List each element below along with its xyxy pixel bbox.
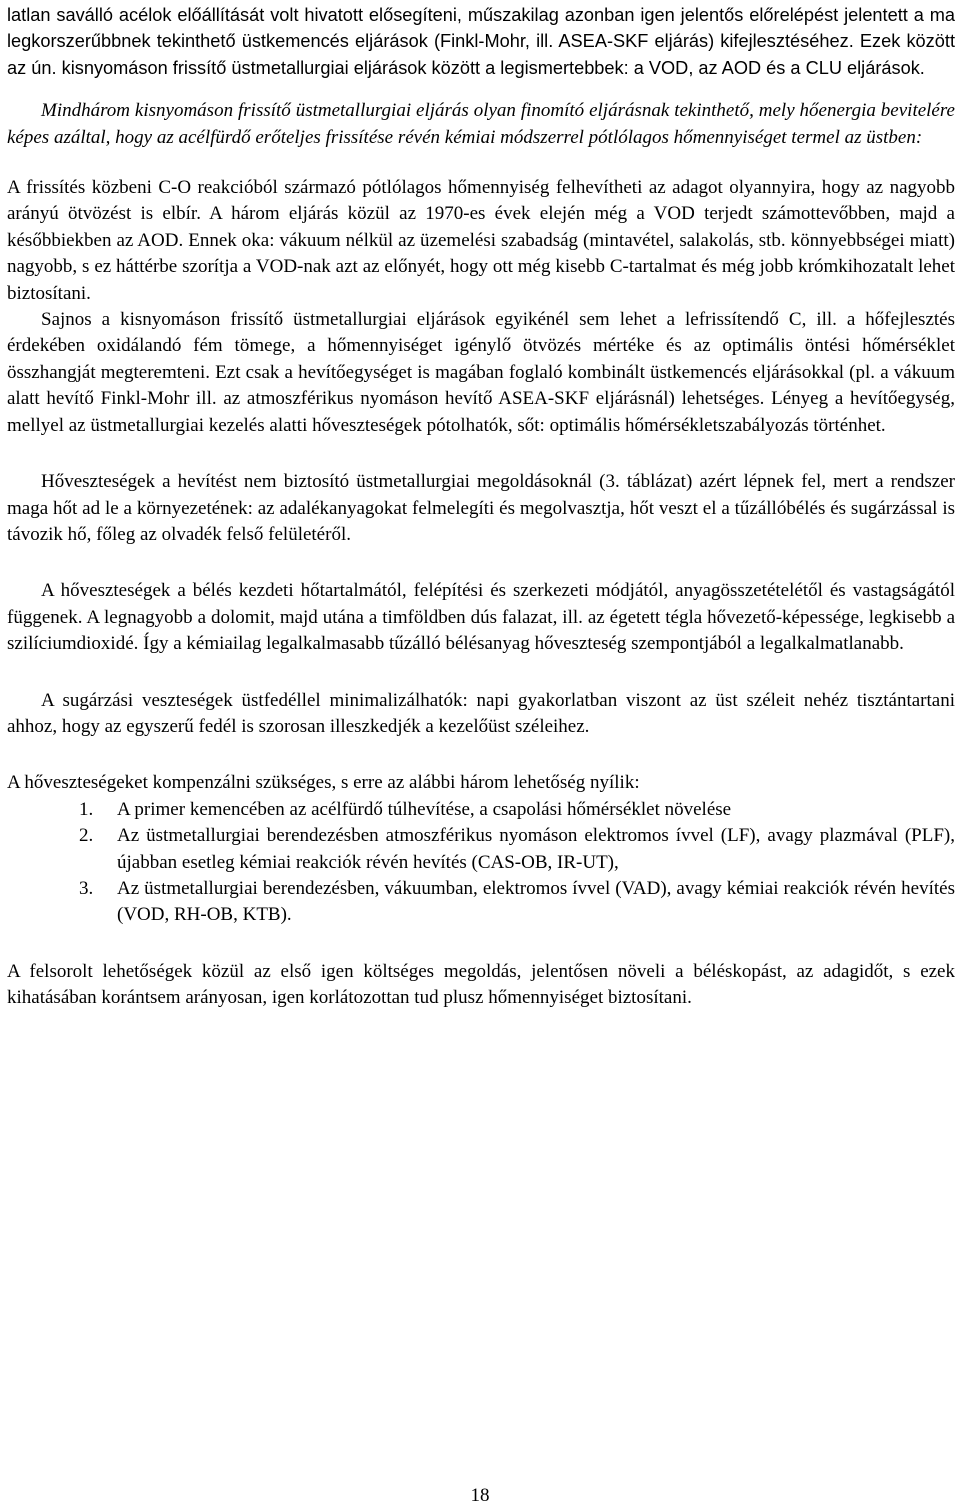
list-item-text: Az üstmetallurgiai berendezésben atmoszférikus nyomáson elektromos ívvel (LF), avagy plazmával (PLF), újabban esetleg kémiai reakciók révén hevítés (CAS-OB, IR-UT), [117, 825, 955, 873]
paragraph-conclusion: A felsorolt lehetőségek közül az első igen költséges megoldás, jelentősen növeli a béléskopást, az adagidőt, s ezek kihatásában korántsem arányosan, igen korlátozottan tud plusz hőmennyiséget biztosítani. [7, 960, 955, 1009]
paragraph-heat-losses: Hőveszteségek a hevítést nem biztosító üstmetallurgiai megoldásoknál (3. táblázat) azért lépnek fel, mert a rendszer maga hőt ad le a környezetének: az adalékanyagokat felmelegíti és megolvasztja, hőt veszt el a tűzállóbélés és sugárzással is távozik hő, főleg az olvadék felső felületéről. [7, 471, 955, 545]
list-item-number: 3. [79, 877, 94, 899]
list-item [7, 823, 955, 876]
paragraph-co-reaction: A frissítés közbeni C-O reakcióból származó pótlólagos hőmennyiség felhevítheti az adagot olyannyira, hogy az nagyobb arányú ötvözést is elbír. A három eljárás közül az 1970-es évek elején még a VOD terjedt számottevőbben, majd a későbbiekben az AOD. Ennek oka: vákuum nélkül az üzemelési szabadság (mintavétel, salakolás, stb. könnyebbségei miatt) nagyobb, s ez háttérbe szorítja a VOD-nak azt az előnyét, hogy ott még kisebb C-tartalmat és még jobb krómkihozatalt lehet biztosítani. [7, 177, 955, 304]
list-item-number: 2. [79, 825, 94, 847]
list-item-text: Az üstmetallurgiai berendezésben, vákuumban, elektromos ívvel (VAD), avagy kémiai reakciók révén hevítés (VOD, RH-OB, KTB). [117, 877, 955, 926]
paragraph-lining: A hőveszteségek a bélés kezdeti hőtartalmától, felépítési és szerkezeti módjától, anyagösszetételétől és vastagságától függenek. A legnagyobb a dolomit, majd utána a timföldben dús falazat, ill. az égetett tégla hővezető-képessége, legkisebb a szilíciumdioxidé. Így a kémiailag legalkalmasabb tűzálló bélésanyag hőveszteség szempontjából a legalkalmatlanabb. [7, 580, 955, 655]
page-number: 18 [470, 1485, 490, 1506]
list-item-text: A primer kemencében az acélfürdő túlhevítése, a csapolási hőmérséklet növelése [117, 798, 732, 820]
paragraph-radiation: A sugárzási veszteségek üstfedéllel minimalizálhatók: napi gyakorlatban viszont az üst széleit nehéz tisztántartani ahhoz, hogy az egyszerű fedél is szorosan illeszkedjék a kezelőüst széleihez. [7, 689, 955, 737]
list-item [7, 797, 955, 823]
list-item [7, 876, 955, 929]
list-item-number: 1. [79, 798, 94, 820]
paragraph-italic-definition: Mindhárom kisnyomáson frissítő üstmetallurgiai eljárás olyan finomító eljárásnak tekinthető, mely hőenergia bevitelére képes azáltal, hogy az acélfürdő erőteljes frissítése révén kémiai módszerrel pótlólagos hőmennyiséget termel az üstben: [7, 100, 955, 148]
document-page [7, 2, 955, 1012]
paragraph-intro: latlan saválló acélok előállítását volt hivatott elősegíteni, műszakilag azonban igen jelentős előrelépést jelentett a ma legkorszerűbbnek tekinthető üstkemencés eljárások (Finkl-Mohr, ill. ASEA-SKF eljárás) kifejlesztéséhez. Ezek között az ún. kisnyomáson frissítő üstmetallurgiai eljárások között a legismertebbek: a VOD, az AOD és a CLU eljárások. [7, 5, 955, 78]
options-list [7, 797, 955, 929]
paragraph-limitations: Sajnos a kisnyomáson frissítő üstmetallurgiai eljárások egyikénél sem lehet a lefrissítendő C, ill. a hőfejlesztés érdekében oxidálandó fém tömege, a hőmennyiséget igénylő ötvözés mértéke és az optimális öntési hőmérséklet összhangját megteremteni. Ezt csak a hevítőegységet is magában foglaló kombinált üstkemencés eljárásokkal (pl. a vákuum alatt hevítő Finkl-Mohr ill. az atmoszférikus nyomáson hevítő ASEA-SKF eljárásnál) lehetséges. Lényeg a hevítőegység, mellyel az üstmetallurgiai kezelés alatti hőveszteségek pótolhatók, sőt: optimális hőmérsékletszabályozás történhet. [7, 309, 955, 436]
paragraph-compensation-intro: A hőveszteségeket kompenzálni szükséges, s erre az alábbi három lehetőség nyílik: [7, 772, 640, 794]
